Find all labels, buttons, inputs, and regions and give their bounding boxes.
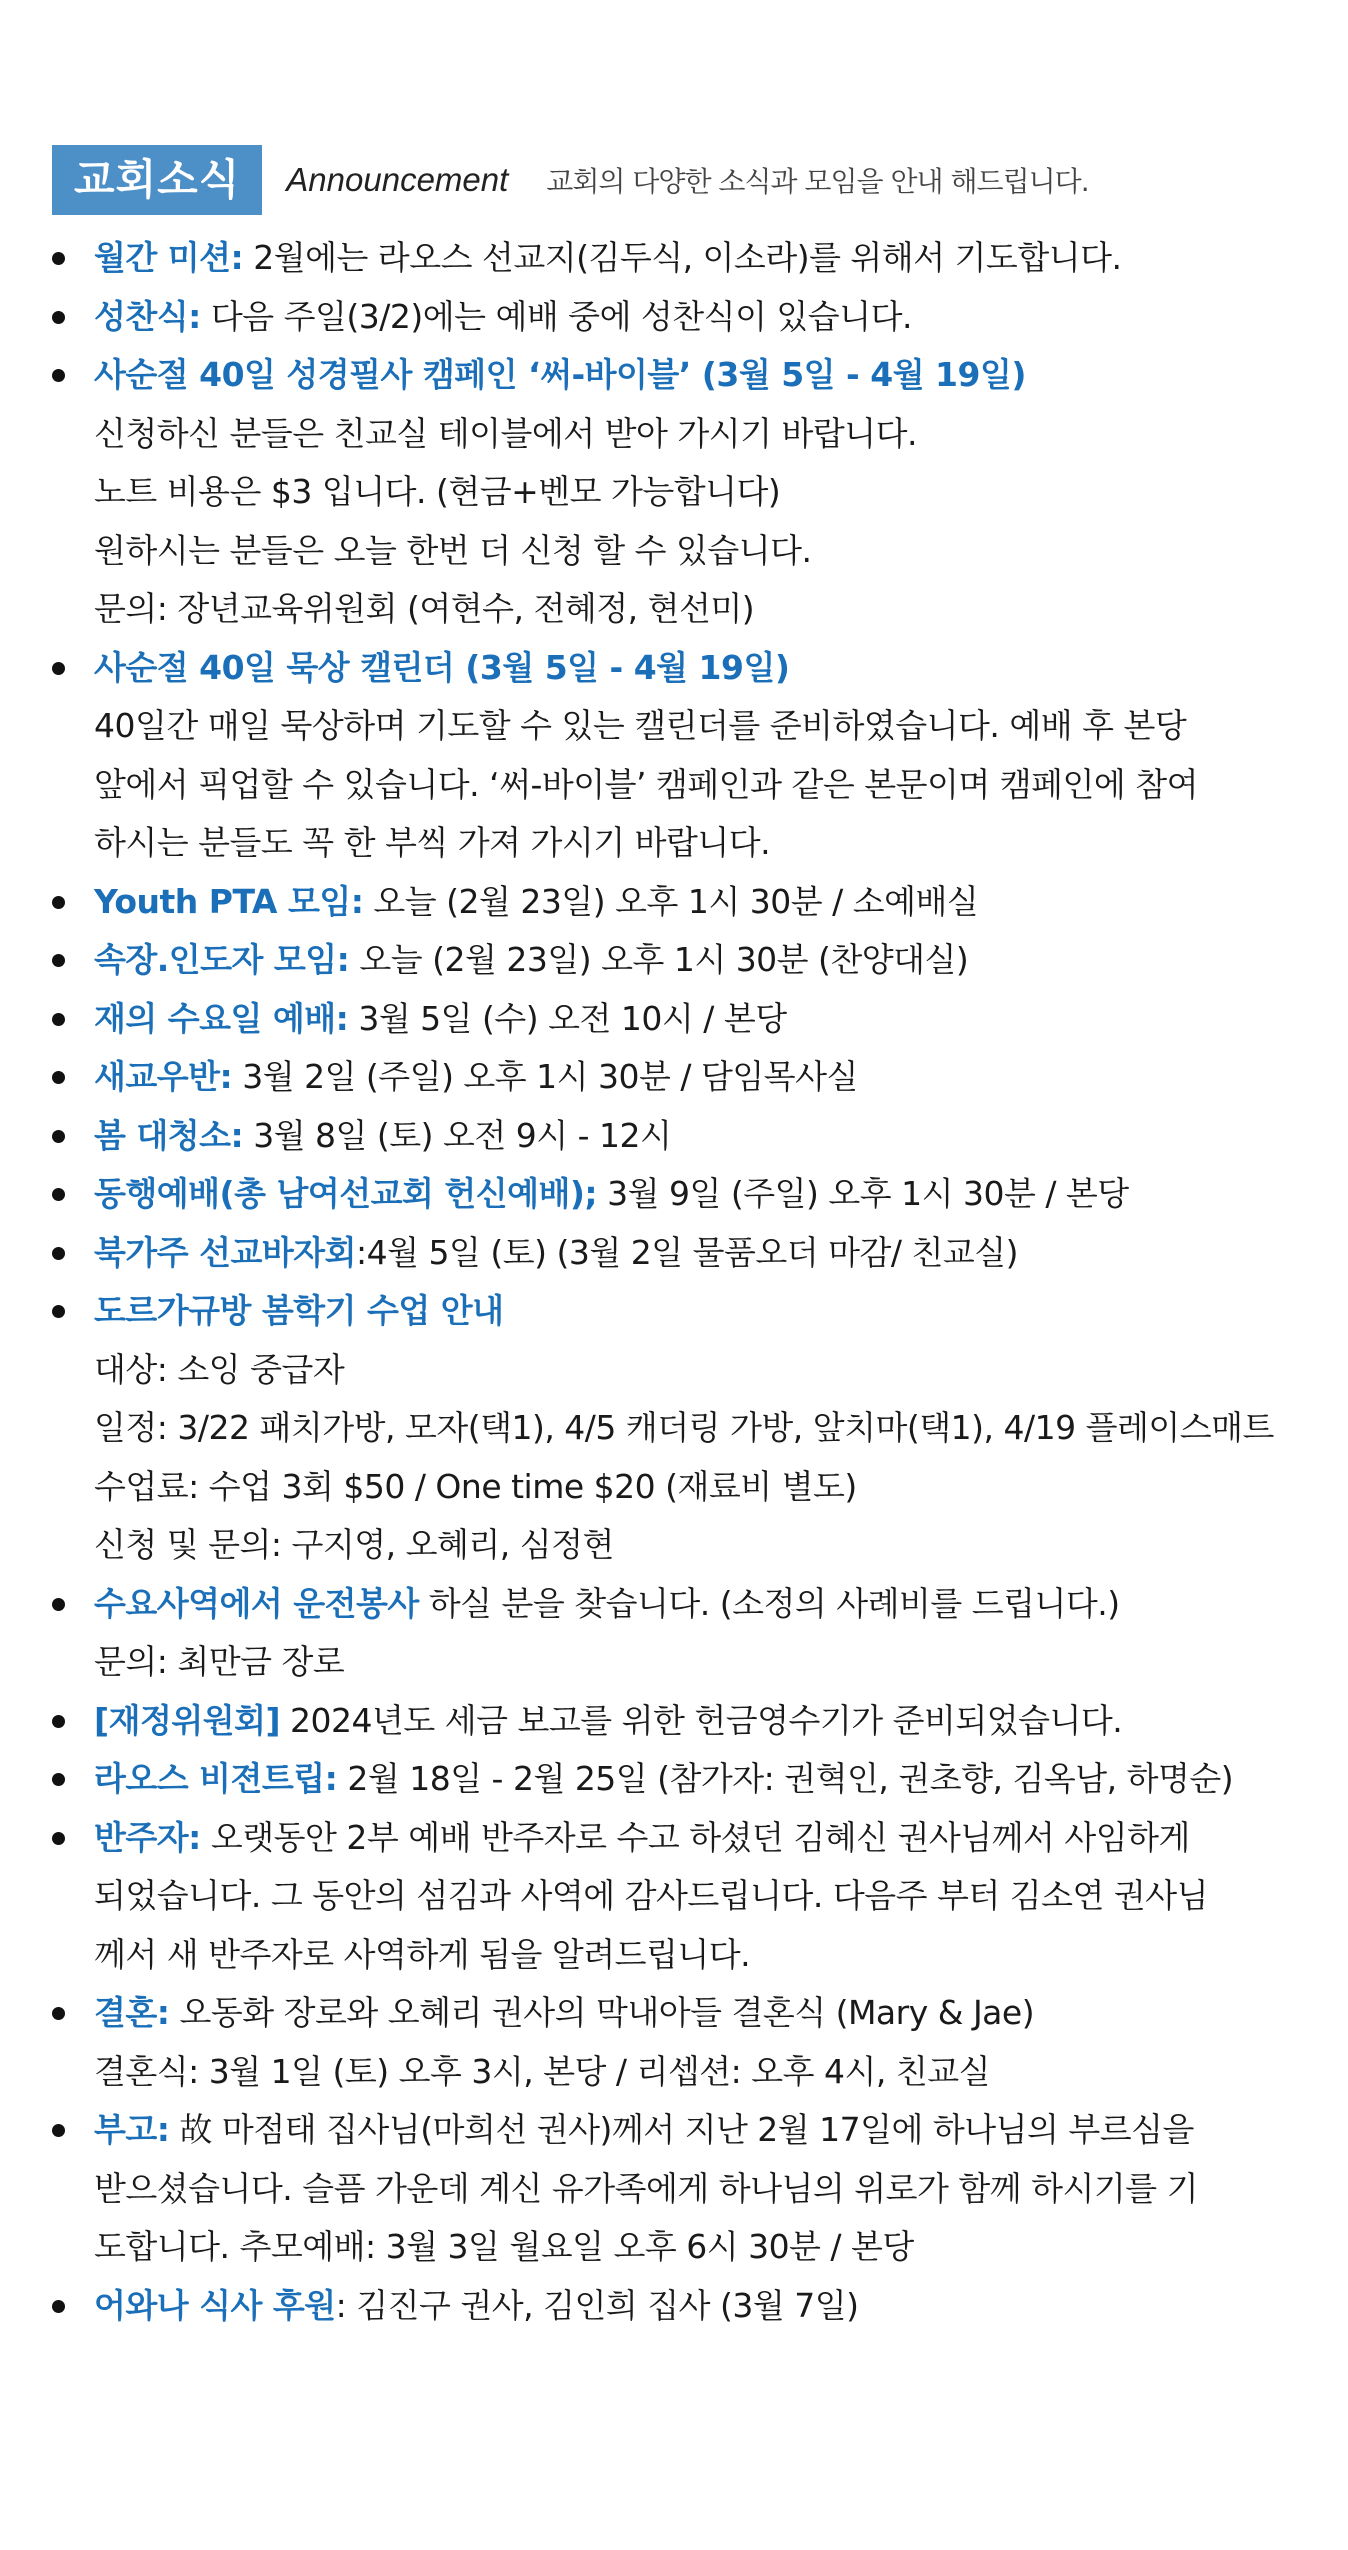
announcement-item bbox=[52, 2277, 1348, 2336]
announcement-text: 3월 8일 (토) 오전 9시 - 12시 bbox=[243, 1115, 672, 1155]
announcement-label: 동행예배(총 남여선교회 헌신예배); bbox=[94, 1174, 598, 1213]
announcement-label: 월간 미션: bbox=[94, 238, 244, 277]
announcement-text: 하실 분을 찾습니다. (소정의 사례비를 드립니다.) bbox=[418, 1583, 1120, 1623]
announcement-detail-line: 수업료: 수업 3회 $50 / One time $20 (재료비 별도) bbox=[94, 1466, 857, 1506]
announcement-first-line bbox=[94, 1282, 1348, 1341]
announcement-detail-line: 40일간 매일 묵상하며 기도할 수 있는 캘린더를 준비하였습니다. 예배 후 본당 bbox=[94, 706, 1187, 745]
announcement-item bbox=[52, 229, 1348, 288]
announcement-label: 성찬식: bbox=[94, 296, 201, 336]
announcement-detail-line: 신청 및 문의: 구지영, 오혜리, 심정현 bbox=[94, 1525, 614, 1564]
announcement-text: 오랫동안 2부 예배 반주자로 수고 하셨던 김혜신 권사님께서 사임하게 bbox=[200, 1817, 1190, 1857]
announcement-first-line bbox=[94, 1165, 1348, 1224]
announcement-first-line bbox=[94, 288, 1348, 347]
announcement-first-line bbox=[94, 1224, 1348, 1283]
announcement-item bbox=[52, 931, 1348, 990]
announcement-detail-line: 되었습니다. 그 동안의 섬김과 사역에 감사드립니다. 다음주 부터 김소연 권사님 bbox=[94, 1876, 1208, 1915]
announcement-label: 도르가규방 봄학기 수업 안내 bbox=[94, 1291, 504, 1330]
announcement-detail-line: 받으셨습니다. 슬픔 가운데 계신 유가족에게 하나님의 위로가 함께 하시기를 기 bbox=[94, 2168, 1198, 2208]
announcement-item bbox=[52, 1750, 1348, 1809]
announcement-first-line bbox=[94, 229, 1348, 288]
subtitle-english: Announcement bbox=[286, 161, 509, 198]
announcement-detail-line: 결혼식: 3월 1일 (토) 오후 3시, 본당 / 리셉션: 오후 4시, 친교실 bbox=[94, 2051, 991, 2091]
announcement-first-line bbox=[94, 931, 1348, 990]
announcement-text: 오늘 (2월 23일) 오후 1시 30분 / 소예배실 bbox=[363, 881, 979, 921]
announcement-label: Youth PTA 모임: bbox=[94, 881, 364, 921]
announcement-item bbox=[52, 1048, 1348, 1107]
announcement-text: 3월 2일 (주일) 오후 1시 30분 / 담임목사실 bbox=[232, 1057, 858, 1096]
announcement-item bbox=[52, 1282, 1348, 1575]
announcement-detail-line: 하시는 분들도 꼭 한 부씩 가져 가시기 바랍니다. bbox=[94, 823, 771, 862]
page-title: 교회소식 bbox=[52, 145, 262, 215]
announcement-first-line bbox=[94, 639, 1348, 698]
announcement-item bbox=[52, 1224, 1348, 1283]
announcement-item bbox=[52, 1107, 1348, 1166]
announcement-text: 2월에는 라오스 선교지(김두식, 이소라)를 위해서 기도합니다. bbox=[243, 238, 1122, 277]
announcement-item bbox=[52, 990, 1348, 1049]
announcement-first-line bbox=[94, 2277, 1348, 2336]
announcement-detail-line: 도합니다. 추모예배: 3월 3일 월요일 오후 6시 30분 / 본당 bbox=[94, 2227, 914, 2266]
announcement-label: 부고: bbox=[94, 2110, 170, 2149]
announcement-detail-line: 원하시는 분들은 오늘 한번 더 신청 할 수 있습니다. bbox=[94, 530, 812, 570]
header bbox=[52, 145, 1348, 215]
announcement-detail-line: 신청하신 분들은 친교실 테이블에서 받아 가시기 바랍니다. bbox=[94, 413, 917, 453]
announcement-label: 사순절 40일 성경필사 캠페인 ‘써-바이블’ (3월 5일 - 4월 19일) bbox=[94, 355, 1026, 394]
announcement-item bbox=[52, 1984, 1348, 2101]
announcement-text: 3월 9일 (주일) 오후 1시 30분 / 본당 bbox=[597, 1174, 1129, 1213]
announcement-first-line bbox=[94, 1575, 1348, 1634]
announcement-text: : 김진구 권사, 김인희 집사 (3월 7일) bbox=[335, 2285, 859, 2325]
announcement-label: 북가주 선교바자회 bbox=[94, 1232, 357, 1272]
announcement-label: 속장.인도자 모임: bbox=[94, 940, 350, 979]
announcement-item bbox=[52, 2101, 1348, 2277]
announcement-first-line bbox=[94, 1750, 1348, 1809]
announcement-first-line bbox=[94, 2101, 1348, 2160]
announcement-text: 3월 5일 (수) 오전 10시 / 본당 bbox=[348, 998, 787, 1038]
announcement-first-line bbox=[94, 873, 1348, 932]
announcement-text: 2024년도 세금 보고를 위한 헌금영수기가 준비되었습니다. bbox=[280, 1700, 1123, 1740]
announcement-first-line bbox=[94, 1692, 1348, 1751]
announcement-text: :4월 5일 (토) (3월 2일 물품오더 마감/ 친교실) bbox=[356, 1232, 1018, 1272]
announcement-text: 2월 18일 - 2월 25일 (참가자: 권혁인, 권초향, 김옥남, 하명순) bbox=[337, 1759, 1234, 1798]
announcement-detail-line: 께서 새 반주자로 사역하게 됨을 알려드립니다. bbox=[94, 1934, 751, 1974]
announcement-first-line bbox=[94, 990, 1348, 1049]
announcement-item bbox=[52, 1809, 1348, 1985]
announcement-item bbox=[52, 288, 1348, 347]
announcement-detail-line: 일정: 3/22 패치가방, 모자(택1), 4/5 캐더링 가방, 앞치마(택1), 4/19 플레이스매트 bbox=[94, 1408, 1274, 1447]
announcement-detail-line: 문의: 최만금 장로 bbox=[94, 1642, 345, 1681]
announcement-label: 수요사역에서 운전봉사 bbox=[94, 1583, 419, 1623]
announcement-label: 새교우반: bbox=[94, 1057, 233, 1096]
announcement-label: 봄 대청소: bbox=[94, 1115, 244, 1155]
announcement-text: 故 마점태 집사님(마희선 권사)께서 지난 2월 17일에 하나님의 부르심을 bbox=[169, 2110, 1194, 2149]
announcement-label: 어와나 식사 후원 bbox=[94, 2285, 336, 2325]
announcement-detail-line: 문의: 장년교육위원회 (여현수, 전혜정, 현선미) bbox=[94, 589, 755, 628]
announcement-item bbox=[52, 346, 1348, 639]
announcement-detail-line: 앞에서 픽업할 수 있습니다. ‘써-바이블’ 캠페인과 같은 본문이며 캠페인에 참여 bbox=[94, 764, 1199, 804]
announcement-item bbox=[52, 1575, 1348, 1692]
announcement-text: 다음 주일(3/2)에는 예배 중에 성찬식이 있습니다. bbox=[200, 296, 912, 336]
announcement-label: 반주자: bbox=[94, 1817, 201, 1857]
announcement-label: 라오스 비젼트립: bbox=[94, 1759, 338, 1798]
announcement-label: 재의 수요일 예배: bbox=[94, 998, 349, 1038]
announcement-first-line bbox=[94, 1809, 1348, 1868]
announcement-item bbox=[52, 639, 1348, 873]
announcement-first-line bbox=[94, 1107, 1348, 1166]
announcement-label: 사순절 40일 묵상 캘린더 (3월 5일 - 4월 19일) bbox=[94, 647, 790, 687]
subtitle-korean: 교회의 다양한 소식과 모임을 안내 해드립니다. bbox=[546, 165, 1089, 198]
announcement-item bbox=[52, 1165, 1348, 1224]
announcement-item bbox=[52, 1692, 1348, 1751]
announcement-label: [재정위원회] bbox=[94, 1700, 281, 1740]
announcement-detail-line: 노트 비용은 $3 입니다. (현금+벤모 가능합니다) bbox=[94, 472, 781, 511]
announcement-list bbox=[52, 229, 1348, 2335]
announcement-label: 결혼: bbox=[94, 1993, 170, 2032]
announcement-item bbox=[52, 873, 1348, 932]
announcement-first-line bbox=[94, 1048, 1348, 1107]
announcement-first-line bbox=[94, 346, 1348, 405]
announcement-detail-line: 대상: 소잉 중급자 bbox=[94, 1349, 345, 1389]
announcement-text: 오동화 장로와 오혜리 권사의 막내아들 결혼식 (Mary & Jae) bbox=[169, 1993, 1035, 2032]
announcement-text: 오늘 (2월 23일) 오후 1시 30분 (찬양대실) bbox=[349, 940, 969, 979]
announcement-first-line bbox=[94, 1984, 1348, 2043]
